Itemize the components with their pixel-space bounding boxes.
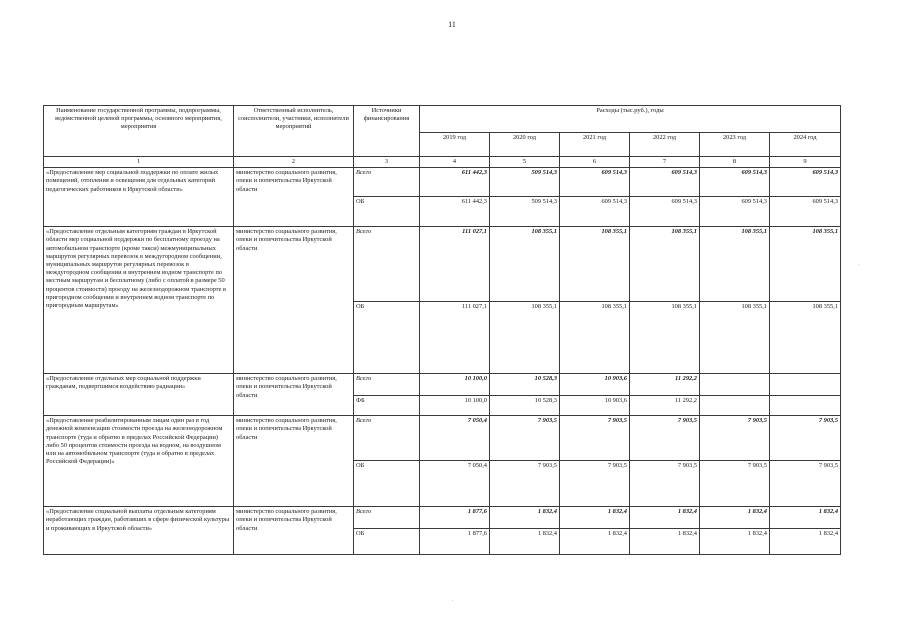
header-sources: Источники финансирования [354,106,420,157]
table-row [44,416,841,461]
fund-value: 7 903,5 [700,461,770,507]
measure-name: «Предоставление отдельным категориям граждан в Иркутской области мер социальной поддержки по бесплатному проезду на автомобильном транспорте (кроме такси) межмуниципальных маршрутов регулярных перевозок в междугородном сообщении, муниципальных маршрутов регулярных перевозок в междугородном сообщении и внутреннем водном транспорте по местным маршрутам и бесплатному (либо с оплатой в размере 50 процентов стоимости) проезду на железнодорожном транспорте в пригородном сообщении и внутреннем водном транспорте по пригородным маршрутам» [44,227,234,374]
table-row [44,507,841,529]
source-fund: ОБ [354,302,420,374]
header-year: 2021 год [560,133,630,157]
measure-name: «Предоставление мер социальной поддержки по оплате жилых помещений, отопления и освещения для отдельных категорий педагогических работников в Иркутской области» [44,168,234,227]
measure-name: «Предоставление реабилитированным лицам один раз в год денежной компенсации стоимости проезда на железнодорожном транспорте (туда и обратно в пределах Российской Федерации) либо 50 процентов стоимости проезда на водном, на воздушном или на автомобильном транспорте (туда и обратно в пределах Российской Федерации)» [44,416,234,507]
total-value: 1 832,4 [490,507,560,529]
source-total: Всего [354,374,420,396]
total-value: 1 832,4 [630,507,700,529]
total-value: 10 100,0 [420,374,490,396]
total-value: 609 514,3 [770,168,841,197]
total-value: 7 903,5 [770,416,841,461]
fund-value: 7 050,4 [420,461,490,507]
total-value: 11 292,2 [630,374,700,396]
fund-value: 10 903,6 [560,396,630,416]
fund-value: 1 877,6 [420,529,490,555]
column-number: 3 [354,157,420,168]
header-year: 2024 год [770,133,841,157]
executor: министерство социального развития, опеки и попечительства Иркутской области [234,168,354,227]
fund-value: 111 027,1 [420,302,490,374]
total-value: 1 832,4 [700,507,770,529]
total-value: 1 832,4 [560,507,630,529]
column-number: 5 [490,157,560,168]
executor: министерство социального развития, опеки и попечительства Иркутской области [234,374,354,416]
fund-value: 108 355,1 [560,302,630,374]
source-total: Всего [354,416,420,461]
column-number: 1 [44,157,234,168]
header-name: Наименование государственной программы, подпрограммы, ведомственной целевой программы, основного мероприятия, мероприятия [44,106,234,157]
fund-value [770,396,841,416]
source-fund: ОБ [354,461,420,507]
budget-table [43,105,841,555]
fund-value [700,396,770,416]
header-year: 2020 год [490,133,560,157]
fund-value: 1 832,4 [700,529,770,555]
fund-value: 7 903,5 [770,461,841,507]
total-value: 7 903,5 [490,416,560,461]
source-fund: ФБ [354,396,420,416]
column-number: 4 [420,157,490,168]
column-number: 6 [560,157,630,168]
total-value [700,374,770,396]
scan-mark: · [858,262,860,268]
total-value: 7 050,4 [420,416,490,461]
total-value: 7 903,5 [560,416,630,461]
executor: министерство социального развития, опеки и попечительства Иркутской области [234,507,354,555]
fund-value: 7 903,5 [630,461,700,507]
fund-value: 609 514,3 [630,197,700,227]
column-number: 2 [234,157,354,168]
fund-value: 609 514,3 [700,197,770,227]
executor: министерство социального развития, опеки и попечительства Иркутской области [234,416,354,507]
total-value: 111 027,1 [420,227,490,302]
column-number: 8 [700,157,770,168]
header-year: 2019 год [420,133,490,157]
fund-value: 108 355,1 [490,302,560,374]
executor: министерство социального развития, опеки и попечительства Иркутской области [234,227,354,374]
fund-value: 609 514,3 [560,197,630,227]
table-body [44,168,841,555]
total-value: 509 514,3 [490,168,560,197]
total-value: 108 355,1 [700,227,770,302]
source-fund: ОБ [354,197,420,227]
total-value: 108 355,1 [630,227,700,302]
total-value: 611 442,3 [420,168,490,197]
total-value: 10 903,6 [560,374,630,396]
fund-value: 108 355,1 [700,302,770,374]
header-expenses: Расходы (тыс.руб.), годы [420,106,841,133]
table-row [44,168,841,197]
measure-name: «Предоставление отдельных мер социальной поддержки гражданам, подвергшимся воздействию радиации» [44,374,234,416]
scan-mark: . [452,597,454,603]
table-row [44,374,841,396]
total-value: 609 514,3 [630,168,700,197]
total-value: 609 514,3 [700,168,770,197]
header-year: 2023 год [700,133,770,157]
fund-value: 1 832,4 [490,529,560,555]
fund-value: 611 442,3 [420,197,490,227]
header-executor: Ответственный исполнитель, соисполнители, участники, исполнители мероприятий [234,106,354,157]
total-value: 609 514,3 [560,168,630,197]
source-total: Всего [354,227,420,302]
fund-value: 509 514,3 [490,197,560,227]
fund-value: 108 355,1 [770,302,841,374]
fund-value: 7 903,5 [560,461,630,507]
total-value: 1 832,4 [770,507,841,529]
fund-value: 1 832,4 [560,529,630,555]
fund-value: 10 100,0 [420,396,490,416]
source-fund: ОБ [354,529,420,555]
fund-value: 1 832,4 [630,529,700,555]
total-value [770,374,841,396]
fund-value: 10 528,3 [490,396,560,416]
total-value: 7 903,5 [700,416,770,461]
fund-value: 11 292,2 [630,396,700,416]
measure-name: «Предоставление социальной выплаты отдельным категориям неработающих граждан, работавших в сфере физической культуры и проживающих в Иркутской области» [44,507,234,555]
column-number: 9 [770,157,841,168]
table-row [44,227,841,302]
header-year: 2022 год [630,133,700,157]
total-value: 7 903,5 [630,416,700,461]
fund-value: 609 514,3 [770,197,841,227]
fund-value: 7 903,5 [490,461,560,507]
column-number: 7 [630,157,700,168]
fund-value: 108 355,1 [630,302,700,374]
total-value: 10 528,3 [490,374,560,396]
total-value: 1 877,6 [420,507,490,529]
page-number: 11 [448,20,456,29]
fund-value: 1 832,4 [770,529,841,555]
total-value: 108 355,1 [770,227,841,302]
source-total: Всего [354,168,420,197]
source-total: Всего [354,507,420,529]
total-value: 108 355,1 [560,227,630,302]
total-value: 108 355,1 [490,227,560,302]
